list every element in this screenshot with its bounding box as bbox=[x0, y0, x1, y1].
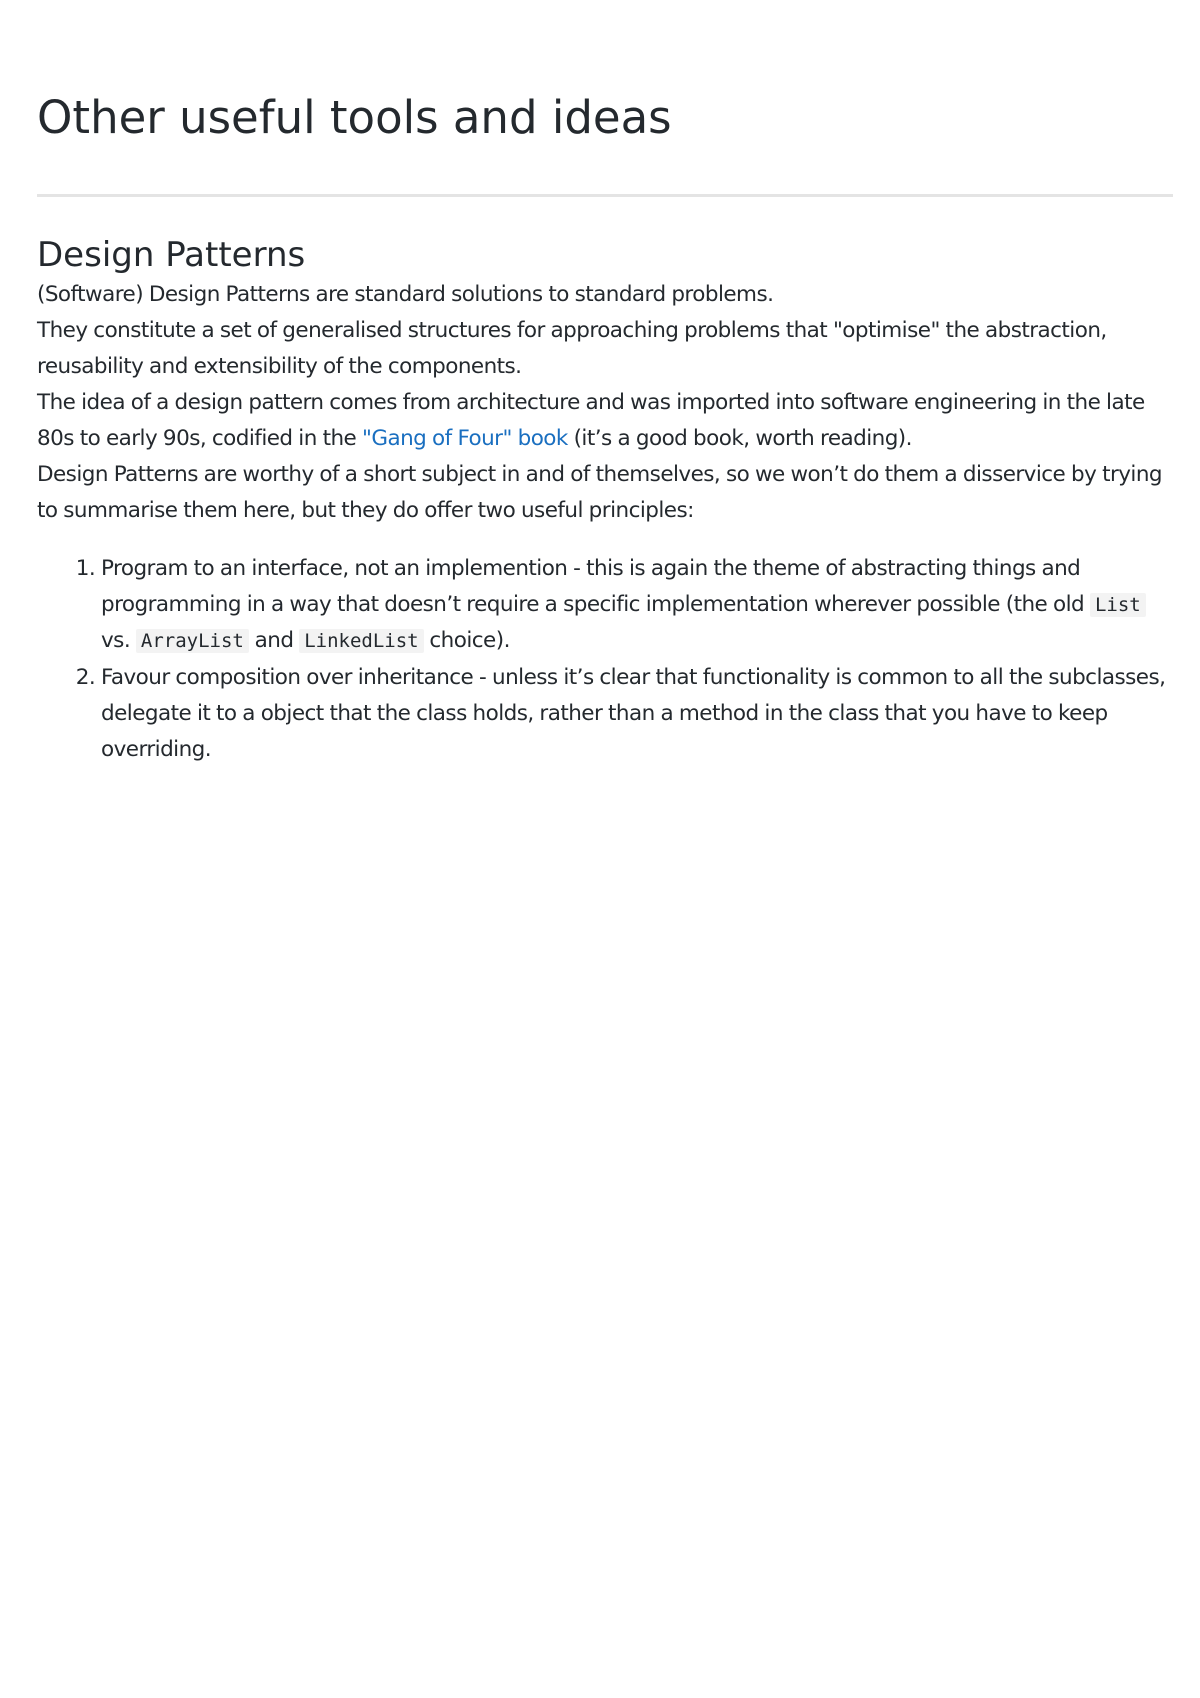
list-item: 2. Favour composition over inheritance - unless it’s clear that functionality is common to all the subclasses, delegate it to a object that the class holds, rather than a method in the class that you have to keep overriding. bbox=[101, 660, 1173, 768]
code-list: List bbox=[1090, 593, 1146, 617]
document-page bbox=[37, 0, 1173, 768]
paragraph-history bbox=[37, 385, 1173, 457]
principle-1-text-b: vs. bbox=[101, 628, 136, 653]
page-title: Other useful tools and ideas bbox=[37, 91, 672, 144]
paragraph-principles-intro: Design Patterns are worthy of a short subject in and of themselves, so we won’t do them a disservice by trying to summarise them here, but they do offer two useful principles: bbox=[37, 462, 1163, 523]
principle-1-text-a: Program to an interface, not an implemention - this is again the theme of abstracting things and programming in a way that doesn’t require a specific implementation wherever possible (the old bbox=[101, 556, 1090, 617]
history-text-before: The idea of a design pattern comes from architecture and was imported into software engineering in the late 80s to early 90s, codified in the bbox=[37, 390, 1145, 451]
paragraph-intro: (Software) Design Patterns are standard solutions to standard problems. bbox=[37, 282, 774, 307]
list-item bbox=[101, 551, 1173, 659]
title-divider bbox=[37, 194, 1173, 197]
gang-of-four-link[interactable]: "Gang of Four" book bbox=[362, 426, 568, 451]
paragraph-structures: They constitute a set of generalised structures for approaching problems that "optimise" the abstraction, reusability and extensibility of the components. bbox=[37, 318, 1107, 379]
section-heading: Design Patterns bbox=[37, 235, 306, 275]
principles-list bbox=[37, 551, 1173, 768]
code-linkedlist: LinkedList bbox=[299, 629, 423, 653]
principle-1-text-c: and bbox=[248, 628, 300, 653]
principle-1-text-d: choice). bbox=[423, 628, 510, 653]
code-arraylist: ArrayList bbox=[136, 629, 249, 653]
history-text-after: (it’s a good book, worth reading). bbox=[567, 426, 912, 451]
